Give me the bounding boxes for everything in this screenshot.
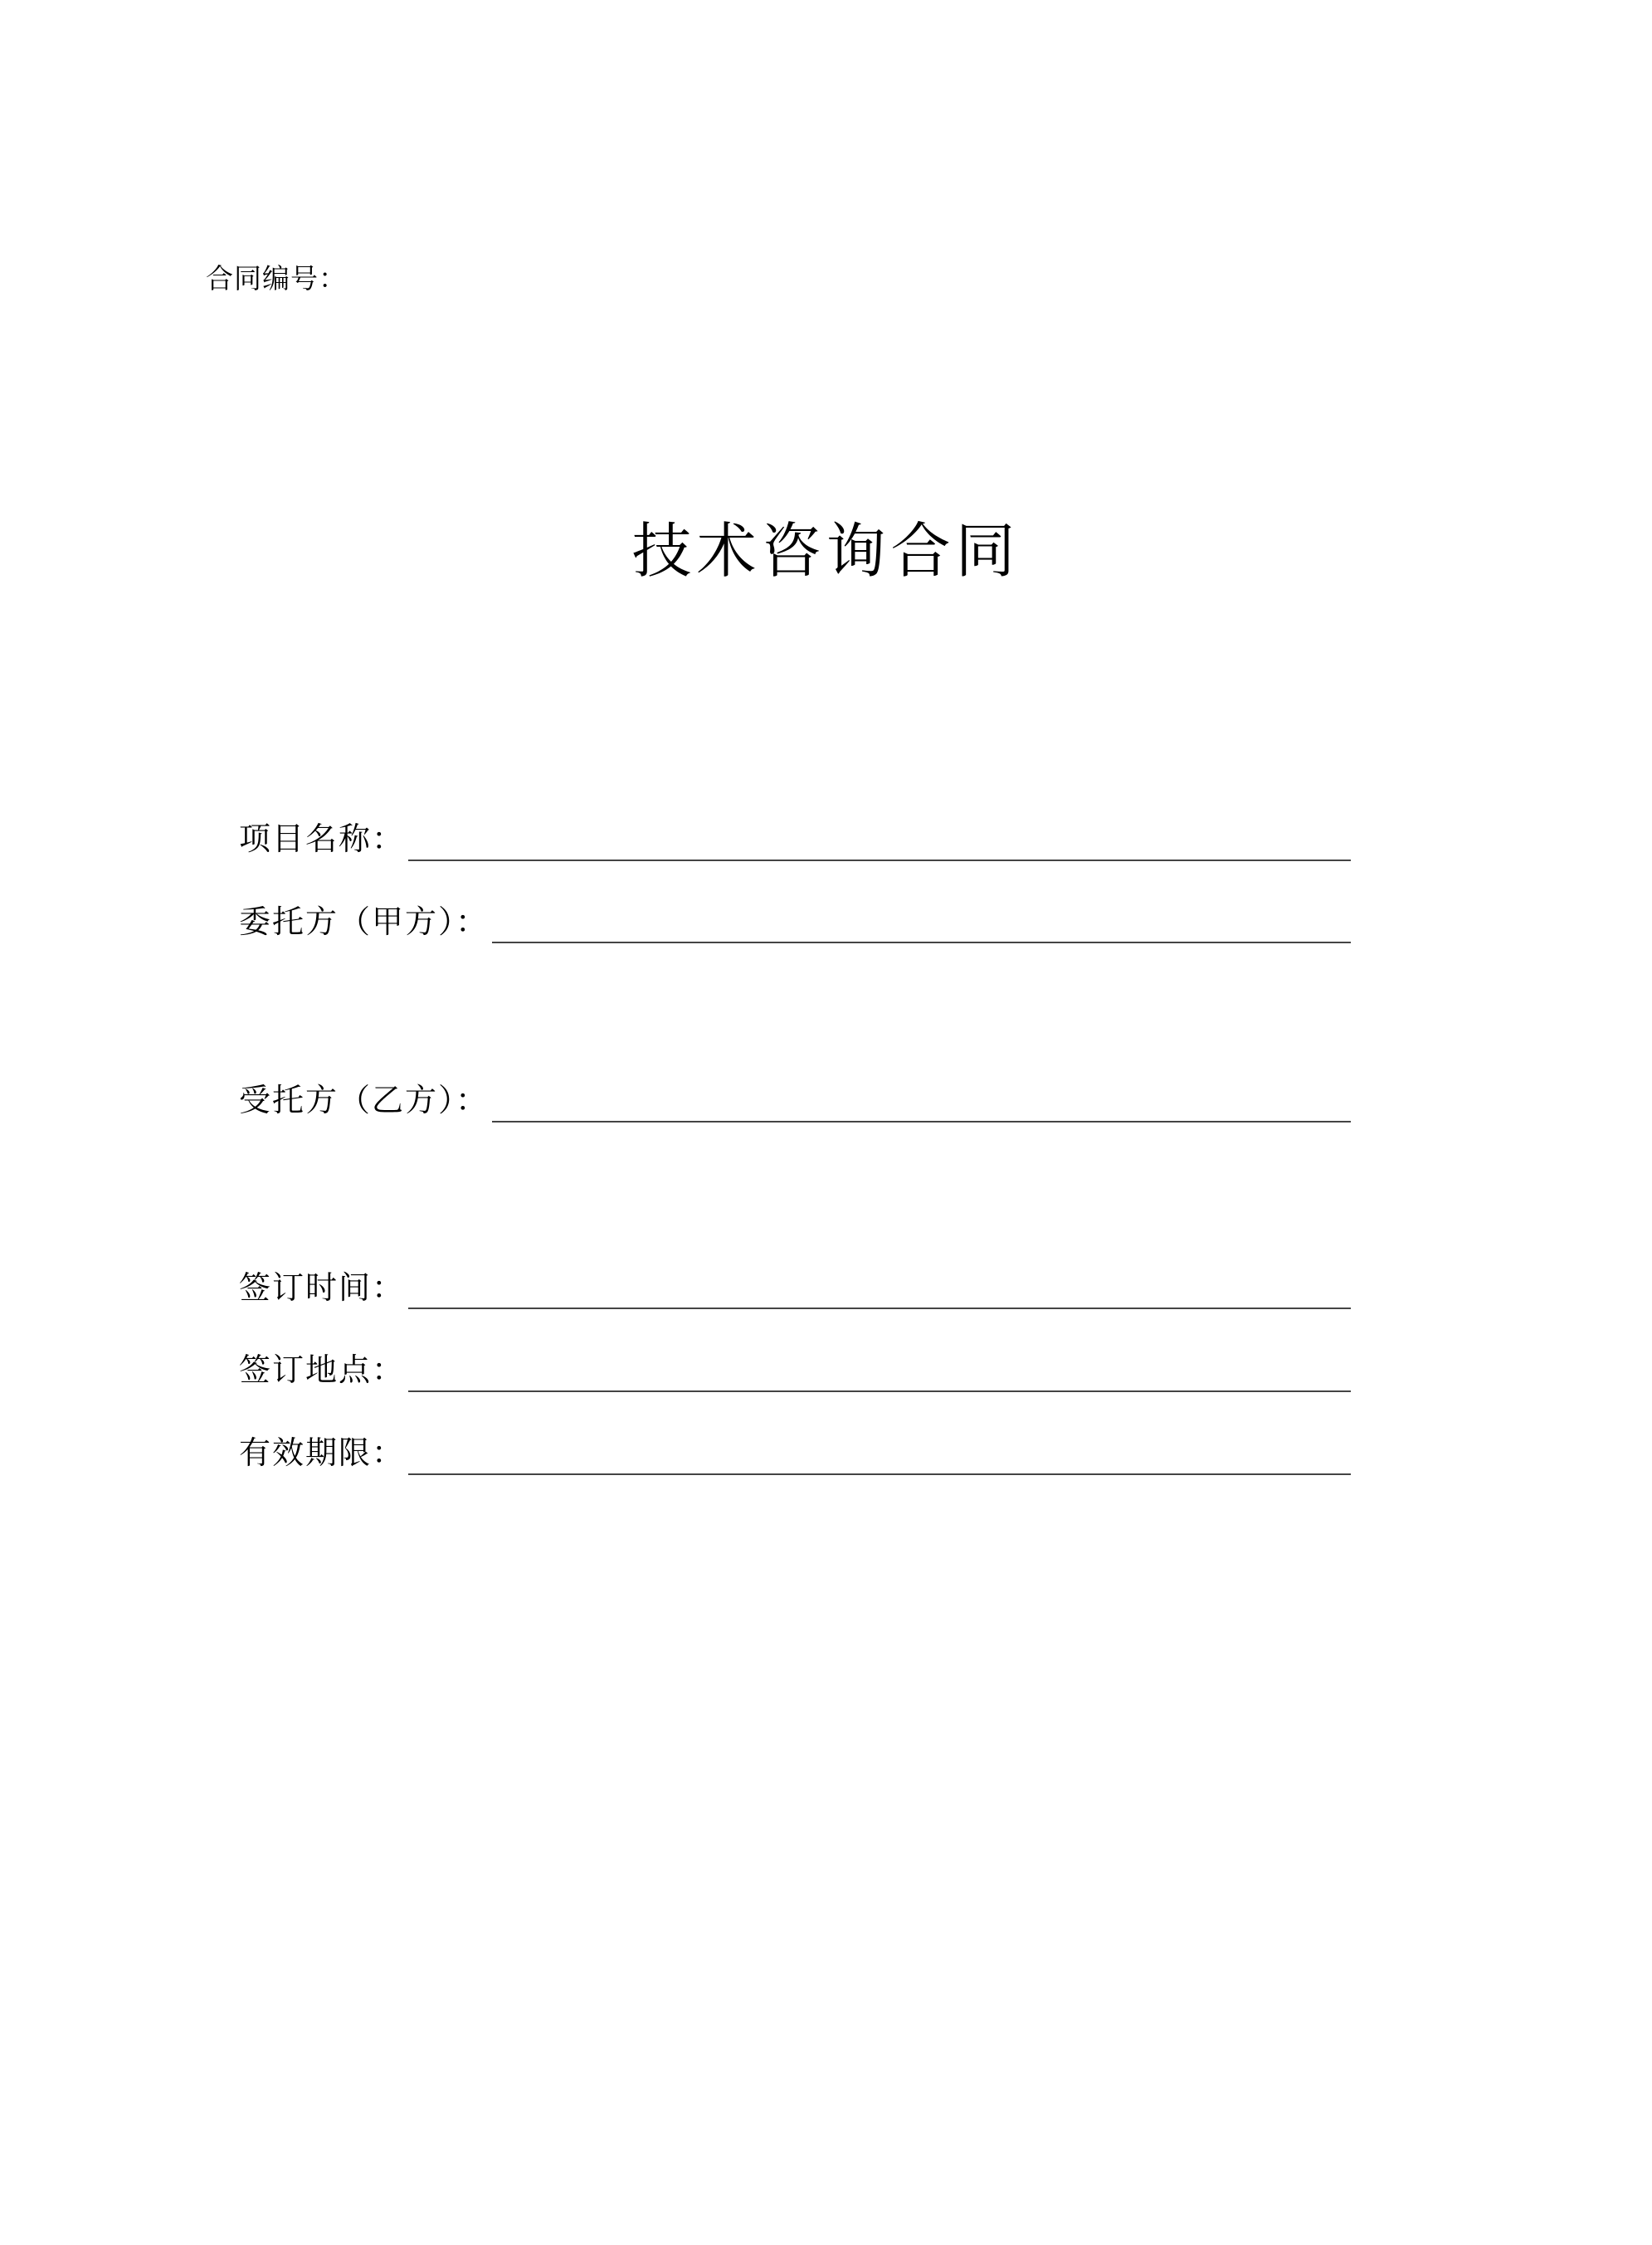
field-label-client-party-a: 委托方（甲方）：	[239, 904, 490, 940]
spacer	[239, 1122, 1351, 1270]
field-list	[239, 821, 1351, 1475]
field-row-project-name	[239, 821, 1351, 861]
field-row-signing-place	[239, 1352, 1351, 1392]
spacer	[239, 1392, 1351, 1435]
contract-number-label: 合同编号：	[206, 265, 347, 295]
spacer	[239, 861, 1351, 904]
field-input-consultant-party-b[interactable]	[492, 1084, 1351, 1122]
field-row-signing-date	[239, 1270, 1351, 1310]
field-row-validity-period	[239, 1435, 1351, 1475]
spacer	[239, 1309, 1351, 1352]
field-row-consultant-party-b	[239, 1083, 1351, 1122]
field-label-validity-period: 有效期限：	[239, 1435, 406, 1471]
field-input-project-name[interactable]	[408, 823, 1351, 861]
field-input-signing-place[interactable]	[408, 1354, 1351, 1392]
page-title: 技术咨询合同	[631, 519, 1021, 585]
field-label-signing-place: 签订地点：	[239, 1353, 406, 1389]
field-label-project-name: 项目名称：	[239, 822, 406, 857]
spacer	[239, 943, 1351, 1083]
field-label-signing-date: 签订时间：	[239, 1270, 406, 1306]
field-input-client-party-a[interactable]	[492, 905, 1351, 943]
field-input-validity-period[interactable]	[408, 1437, 1351, 1475]
field-row-client-party-a	[239, 904, 1351, 944]
field-input-signing-date[interactable]	[408, 1271, 1351, 1309]
field-label-consultant-party-b: 受托方（乙方）：	[239, 1084, 490, 1119]
